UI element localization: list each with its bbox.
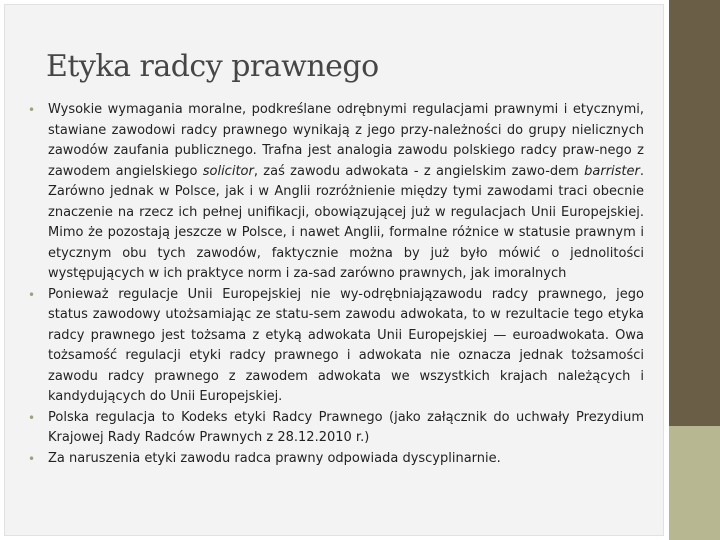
bullet-text: Ponieważ regulacje Unii Europejskiej nie wy-odrębniajązawodu radcy prawnego, jego status zawodowy utożsamiając ze statu-sem zawodu adwokata, to w rezultacie tego etyka radcy prawnego jest tożsama z etyką adwokata Unii Europejskiej — euroadwokata. Owa tożsamość regulacji etyki radcy prawnego i adwokata nie oznacza jednak tożsamości zawodu radcy prawnego z zawodem adwokata we wszystkich krajach należących i kandydujących do Unii Europejskiej. bbox=[48, 286, 644, 404]
slide-title: Etyka radcy prawnego bbox=[46, 49, 379, 84]
bullet-icon: • bbox=[28, 287, 36, 302]
bullet-text-italic: solicitor bbox=[202, 163, 254, 179]
bullet-item-2 bbox=[26, 285, 644, 408]
bullet-text: Za naruszenia etyki zawodu radca prawny odpowiada dyscyplinarnie. bbox=[48, 450, 501, 466]
bullet-text-italic: barrister bbox=[584, 163, 640, 179]
bullet-list bbox=[26, 100, 644, 469]
bullet-item-1 bbox=[26, 100, 644, 285]
bullet-item-4 bbox=[26, 449, 644, 470]
bullet-icon: • bbox=[28, 410, 36, 425]
bullet-text: . Zarówno jednak w Polsce, jak i w Anglii rozróżnienie między tymi zawodami traci obecnie znaczenie na rzecz ich pełnej unifikacji, obowiązującej już w regulacjach Unii Europejskiej. Mimo że pozostają jeszcze w Polsce, i nawet Anglii, formalne różnice w statusie prawnym i etycznym obu tych zawodów, faktycznie można by już było mówić o jednolitości występujących w ich praktyce norm i za-sad zarówno prawnych, jak imoralnych bbox=[48, 163, 644, 281]
bullet-icon: • bbox=[28, 451, 36, 466]
bullet-icon: • bbox=[28, 103, 36, 117]
decorative-bar-bottom bbox=[669, 426, 720, 540]
bullet-text: , zaś zawodu adwokata - z angielskim zawo-dem bbox=[253, 163, 585, 179]
bullet-text: Wysokie wymagania moralne, podkreślane odrębnymi regulacjami prawnymi i etycznymi, stawiane zawodowi radcy prawnego wynikają z jego przy-należności do grupy nielicznych zawodów zaufania publicznego. Trafna jest analogia zawodu polskiego radcy praw-nego z zawodem angielskiego bbox=[48, 102, 644, 179]
decorative-bar-top bbox=[669, 0, 720, 426]
bullet-item-3 bbox=[26, 408, 644, 449]
bullet-text: Polska regulacja to Kodeks etyki Radcy Prawnego (jako załącznik do uchwały Prezydium Krajowej Rady Radców Prawnych z 28.12.2010 r.) bbox=[48, 409, 644, 445]
